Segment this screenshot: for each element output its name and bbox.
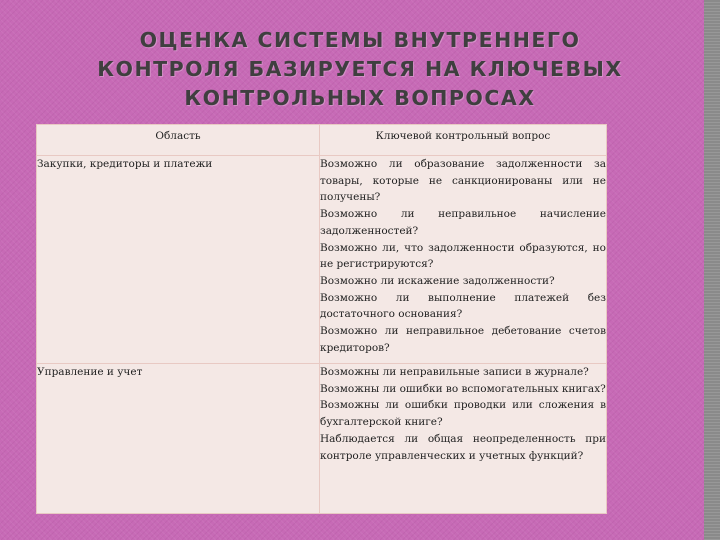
area-cell: Управление и учет xyxy=(37,364,320,514)
question-item: Возможно ли искажение задолженности? xyxy=(320,274,555,287)
control-questions-table xyxy=(36,124,607,514)
questions-cell xyxy=(320,156,607,364)
question-item: Возможно ли, что задолженности образуются, но не регистрируются? xyxy=(320,241,606,271)
decorative-side-band xyxy=(704,0,720,540)
header-key-question: Ключевой контрольный вопрос xyxy=(320,125,607,156)
slide-title-line: КОНТРОЛЬНЫХ ВОПРОСАХ xyxy=(184,86,536,110)
question-item: Возможны ли неправильные записи в журнале? xyxy=(320,366,589,378)
table-row xyxy=(37,364,607,514)
question-item: Возможны ли ошибки проводки или сложения в бухгалтерской книге? xyxy=(320,399,606,429)
table-header-row xyxy=(37,125,607,156)
slide-title xyxy=(40,26,680,113)
question-item: Возможно ли образование задолженности за товары, которые не санкционированы или не получены? xyxy=(320,158,606,204)
questions-cell xyxy=(320,364,607,514)
area-cell: Закупки, кредиторы и платежи xyxy=(37,156,320,364)
question-item: Наблюдается ли общая неопределенность при контроле управленческих и учетных функций? xyxy=(320,432,606,462)
slide-title-line: ОЦЕНКА СИСТЕМЫ ВНУТРЕННЕГО xyxy=(139,28,581,52)
slide-title-line: КОНТРОЛЯ БАЗИРУЕТСЯ НА КЛЮЧЕВЫХ xyxy=(97,57,623,81)
question-item: Возможны ли ошибки во вспомогательных книгах? xyxy=(320,382,606,395)
header-area: Область xyxy=(37,125,320,156)
table-row xyxy=(37,156,607,364)
question-item: Возможно ли неправильное дебетование счетов кредиторов? xyxy=(320,325,606,354)
question-item: Возможно ли выполнение платежей без достаточного основания? xyxy=(320,291,606,321)
question-item: Возможно ли неправильное начисление задолженностей? xyxy=(320,208,606,237)
